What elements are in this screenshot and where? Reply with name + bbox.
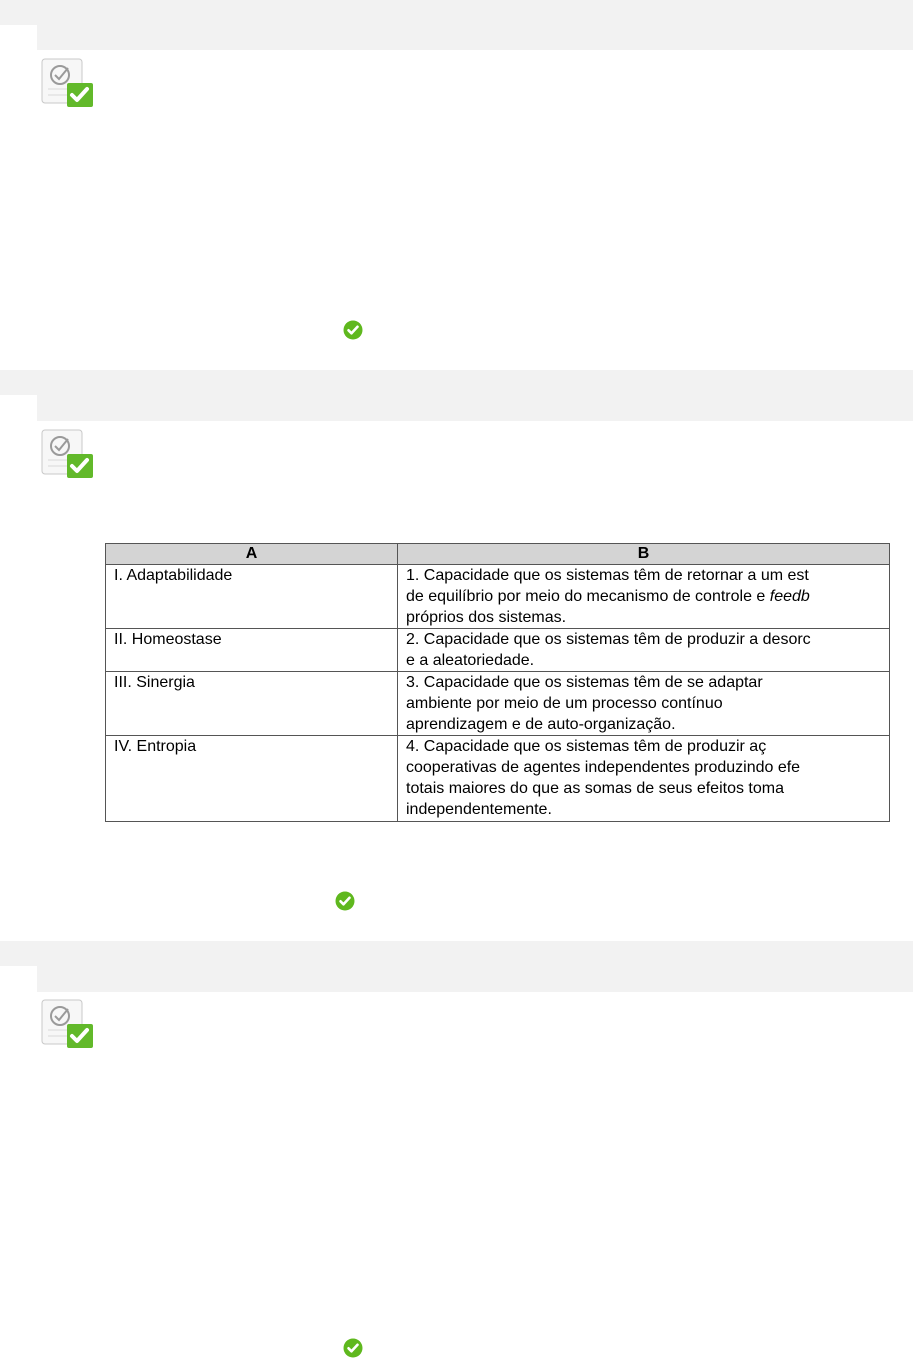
question-1-header-tab: [0, 0, 37, 25]
description-line: 4. Capacidade que os sistemas têm de produzir aç: [406, 738, 767, 755]
description-line: 3. Capacidade que os sistemas têm de se adaptar: [406, 674, 763, 691]
correct-check-icon: [343, 1338, 363, 1358]
column-a-header: A: [106, 544, 398, 565]
assignment-checked-icon: [40, 57, 94, 107]
description-line: independentemente.: [406, 801, 552, 818]
assignment-checked-icon: [40, 428, 94, 478]
table-row: [106, 629, 890, 672]
table-row: [106, 672, 890, 736]
question-2-header-tab: [0, 370, 37, 395]
description-line: ambiente por meio de um processo contínuo: [406, 695, 723, 712]
correct-check-icon: [343, 320, 363, 340]
description-line: cooperativas de agentes independentes produzindo efe: [406, 759, 801, 776]
table-header-row: [106, 544, 890, 565]
table-row: [106, 565, 890, 629]
matching-table: [105, 543, 890, 822]
description-cell: [398, 736, 890, 822]
correct-check-icon: [335, 891, 355, 911]
question-3-header-tab: [0, 941, 37, 966]
description-cell: [398, 565, 890, 629]
assignment-checked-icon: [40, 998, 94, 1048]
concept-cell: II. Homeostase: [106, 629, 398, 672]
description-line: 2. Capacidade que os sistemas têm de produzir a desorc: [406, 631, 811, 648]
description-line: aprendizagem e de auto-organização.: [406, 716, 676, 733]
question-2-header-bar: [37, 370, 913, 421]
table-row: [106, 736, 890, 822]
description-line: e a aleatoriedade.: [406, 652, 535, 669]
concept-cell: IV. Entropia: [106, 736, 398, 822]
question-3-header-bar: [37, 941, 913, 992]
concept-cell: I. Adaptabilidade: [106, 565, 398, 629]
description-line: próprios dos sistemas.: [406, 609, 567, 626]
question-1-header-bar: [37, 0, 913, 50]
column-b-header: B: [398, 544, 890, 565]
description-cell: [398, 672, 890, 736]
description-line: de equilíbrio por meio do mecanismo de controle e feedb: [406, 588, 810, 605]
concept-cell: III. Sinergia: [106, 672, 398, 736]
description-line: totais maiores do que as somas de seus efeitos toma: [406, 780, 784, 797]
description-cell: [398, 629, 890, 672]
description-line: 1. Capacidade que os sistemas têm de retornar a um est: [406, 567, 809, 584]
